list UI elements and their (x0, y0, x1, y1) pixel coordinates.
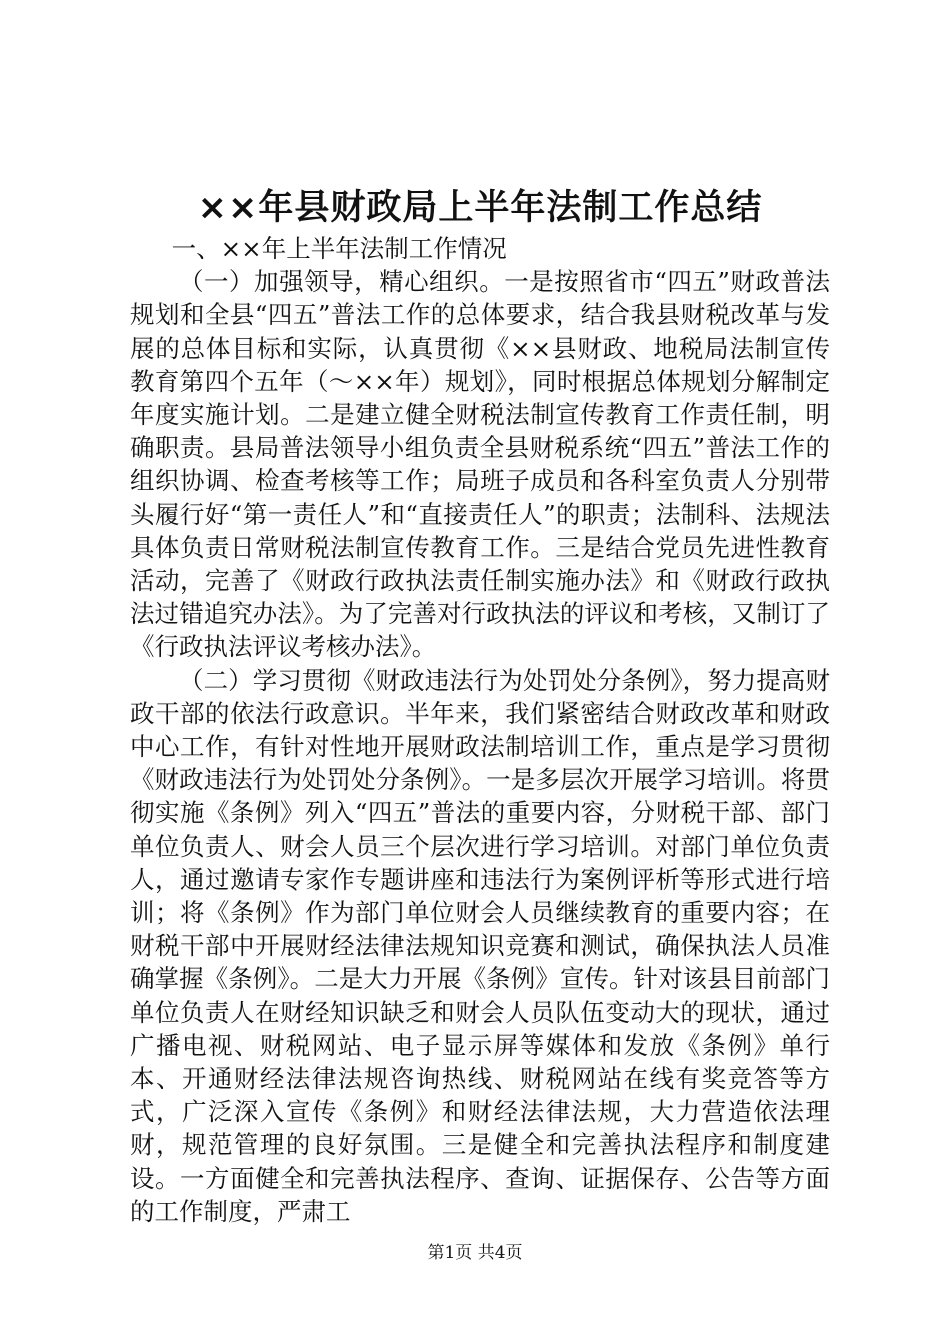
document-title: ××年县财政局上半年法制工作总结 (197, 188, 763, 228)
paragraph-2: （二）学习贯彻《财政违法行为处罚处分条例》，努力提高财政干部的依法行政意识。半年来，我们紧密结合财政改革和财政中心工作，有针对性地开展财政法制培训工作，重点是学习贯彻《财政违法行为处罚处分条例》。一是多层次开展学习培训。将贯彻实施《条例》列入“四五”普法的重要内容，分财税干部、部门单位负责人、财会人员三个层次进行学习培训。对部门单位负责人，通过邀请专家作专题讲座和违法行为案例评析等形式进行培训；将《条例》作为部门单位财会人员继续教育的重要内容；在财税干部中开展财经法律法规知识竞赛和测试，确保执法人员准确掌握《条例》。二是大力开展《条例》宣传。针对该县目前部门单位负责人在财经知识缺乏和财会人员队伍变动大的现状，通过广播电视、财税网站、电子显示屏等媒体和发放《条例》单行本、开通财经法律法规咨询热线、财税网站在线有奖竞答等方式，广泛深入宣传《条例》和财经法律法规，大力营造依法理财，规范管理的良好氛围。三是健全和完善执法程序和制度建设。一方面健全和完善执法程序、查询、证据保存、公告等方面的工作制度，严肃工 (130, 665, 830, 1226)
document-body (130, 232, 830, 1228)
section-heading: 一、××年上半年法制工作情况 (171, 234, 507, 263)
page-number-footer: 第1页 共4页 (427, 1243, 523, 1263)
paragraph-1: （一）加强领导，精心组织。一是按照省市“四五”财政普法规划和全县“四五”普法工作的总体要求，结合我县财税改革与发展的总体目标和实际，认真贯彻《××县财政、地税局法制宣传教育第四个五年（～××年）规划》，同时根据总体规划分解制定年度实施计划。二是建立健全财税法制宣传教育工作责任制，明确职责。县局普法领导小组负责全县财税系统“四五”普法工作的组织协调、检查考核等工作；局班子成员和各科室负责人分别带头履行好“第一责任人”和“直接责任人”的职责；法制科、法规法具体负责日常财税法制宣传教育工作。三是结合党员先进性教育活动，完善了《财政行政执法责任制实施办法》和《财政行政执法过错追究办法》。为了完善对行政执法的评议和考核，又制订了《行政执法评议考核办法》。 (130, 267, 830, 662)
